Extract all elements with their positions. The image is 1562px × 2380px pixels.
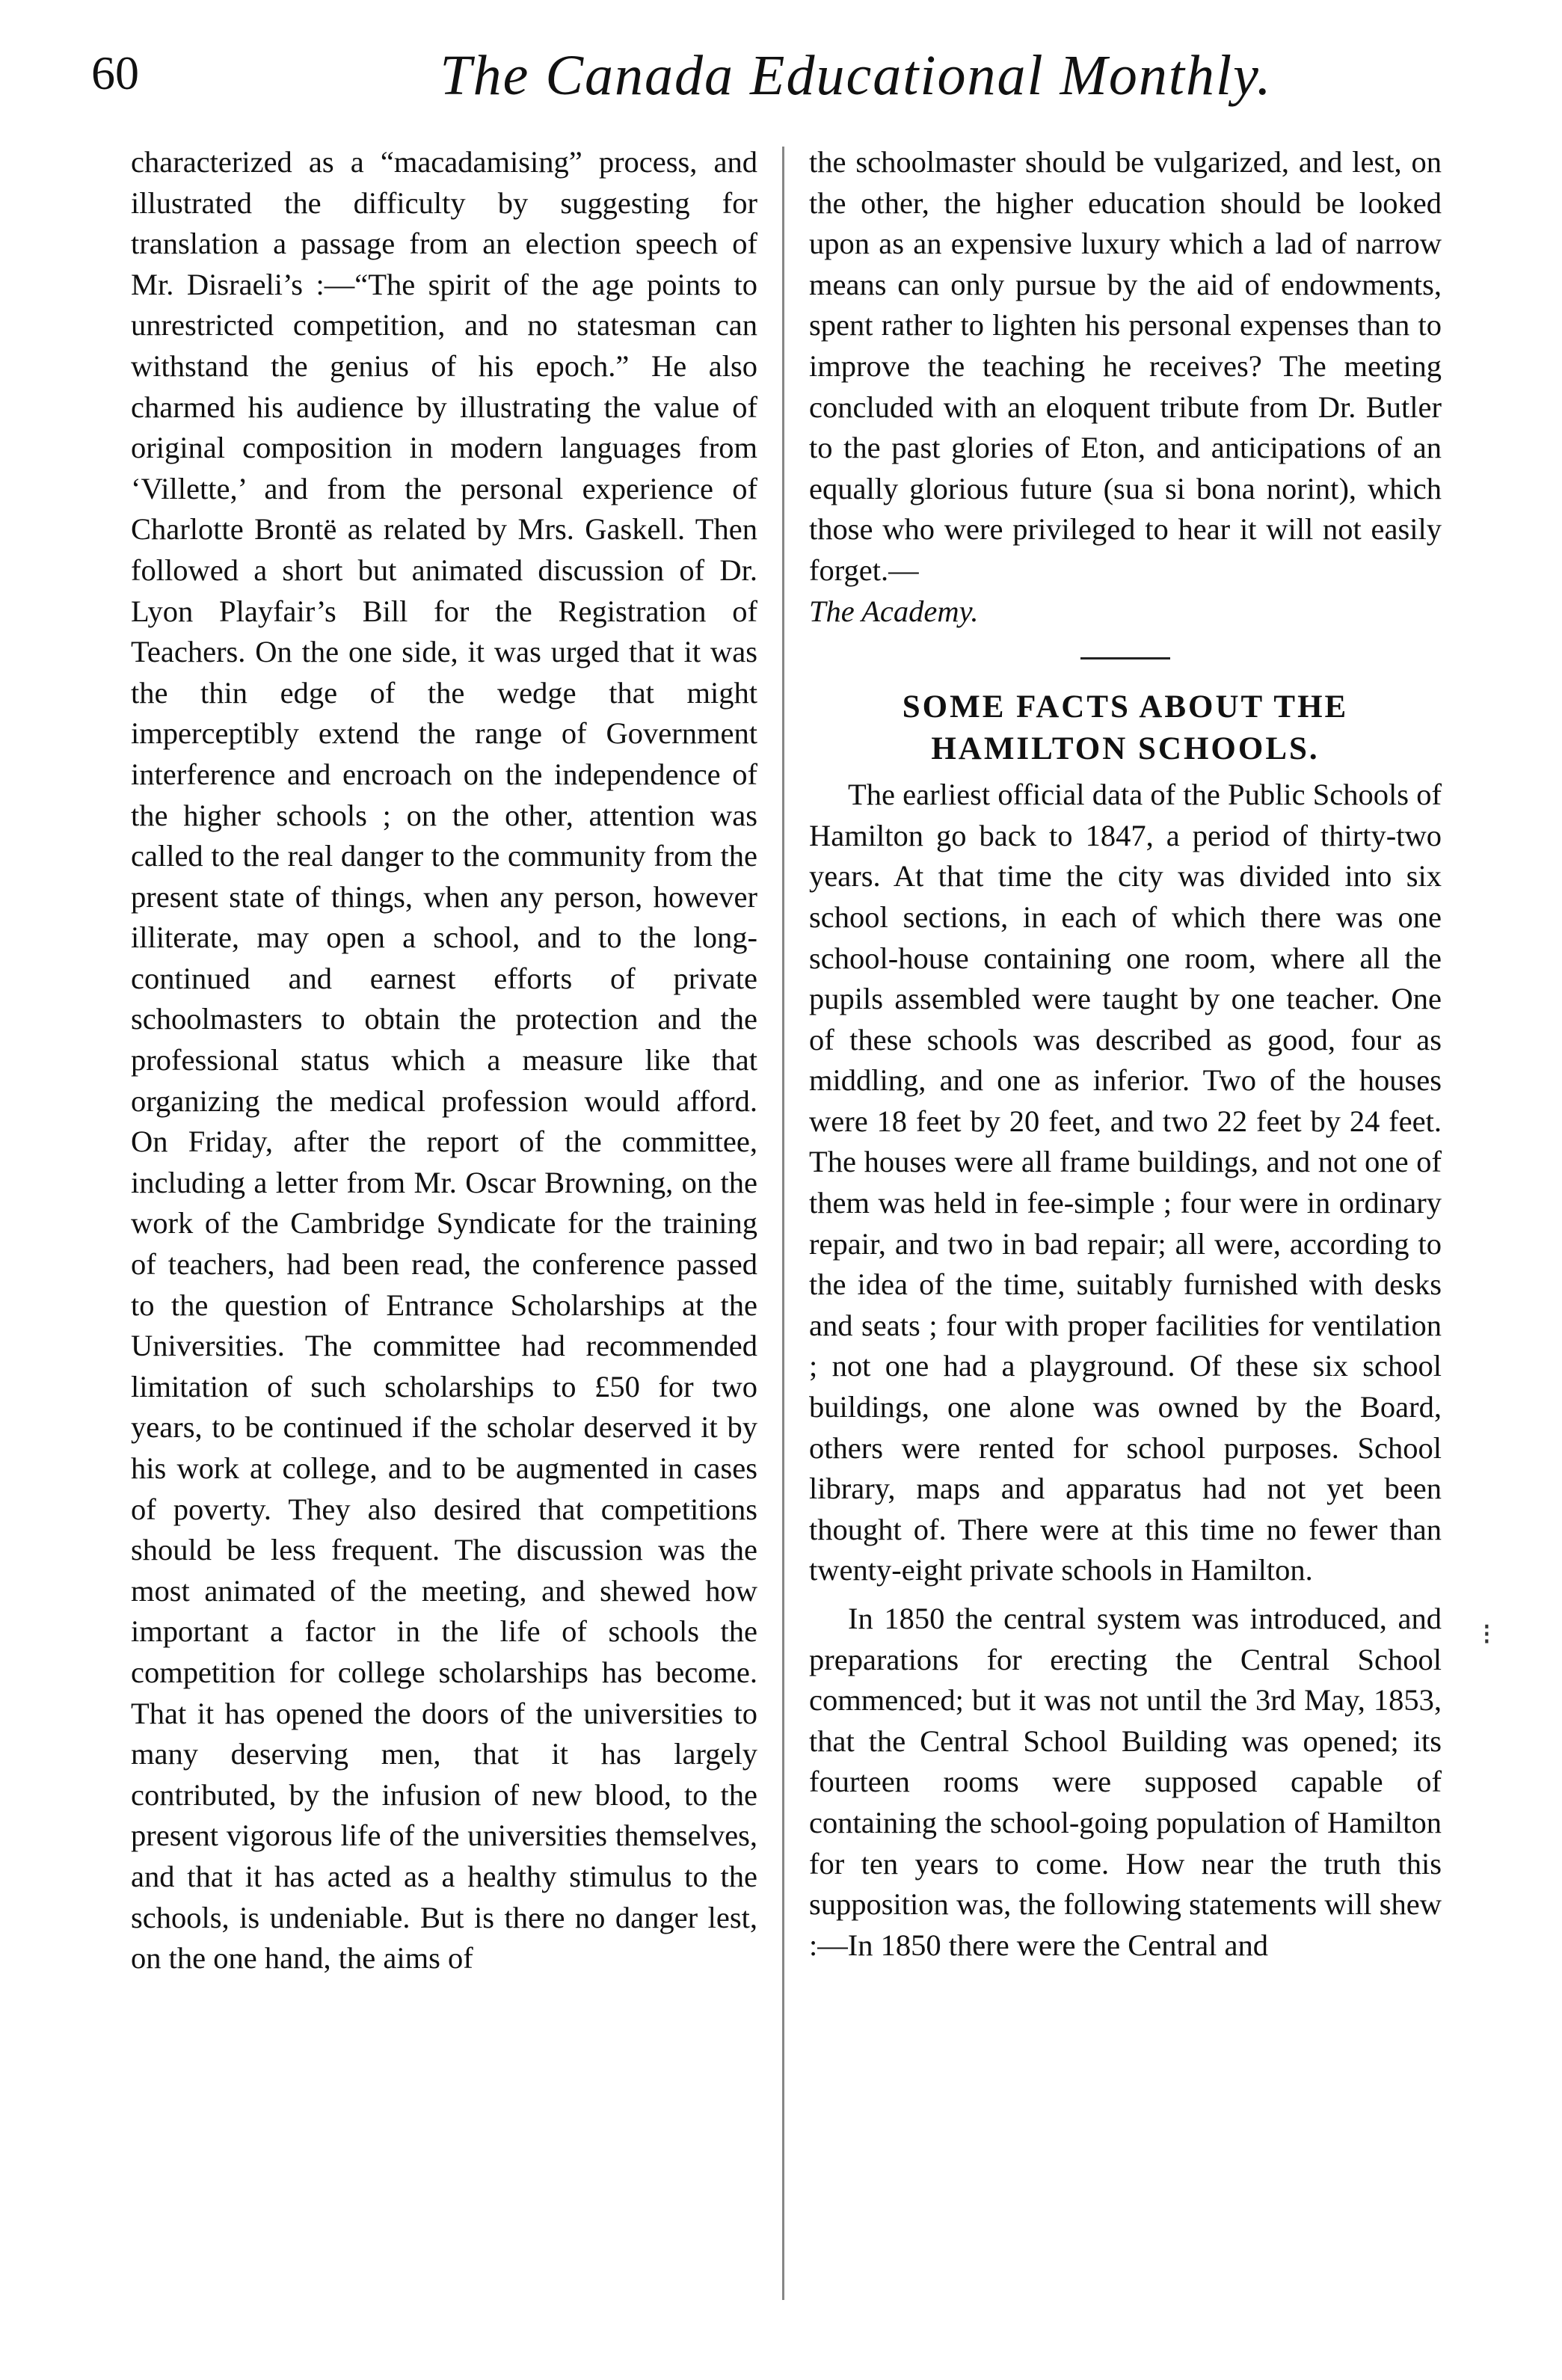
running-title: The Canada Educational Monthly. bbox=[440, 44, 1273, 107]
column-rule bbox=[782, 147, 784, 2300]
paragraph-2: In 1850 the central system was introduced, and preparations for erecting the Central School commenced; but it was not until the 3rd May, 1853, that the Central School Building was opened; its fourteen rooms were supposed capable of containing the school-going population of Hamilton for ten years to come. How near the truth this supposition was, the following statements will shew :—In 1850 there were the Central and bbox=[809, 1602, 1442, 1962]
margin-mark: ⁝ bbox=[1482, 1617, 1492, 1651]
paragraph-1: The earliest official data of the Public Schools of Hamilton go back to 1847, a period of thirty-two years. At that time the city was divided into six school sections, in each of which there was one school-house containing one room, where all the pupils assembled were taught by one teacher. One of these schools was described as good, four as middling, and one as inferior. Two of the houses were 18 feet by 20 feet, and two 22 feet by 24 feet. The houses were all frame buildings, and not one of them was held in fee-simple ; four were in ordinary repair, and two in bad repair; all were, according to the idea of the time, suitably furnished with desks and seats ; four with proper facilities for ventilation ; not one had a playground. Of these six school buildings, one alone was owned by the Board, others were rented for school purposes. School library, maps and apparatus had not yet been thought of. There were at this time no fewer than twenty-eight private schools in Hamilton. bbox=[809, 778, 1442, 1587]
section-divider bbox=[1080, 657, 1170, 659]
page-number: 60 bbox=[91, 46, 139, 99]
left-column-text: characterized as a “macadamising” process, and illustrated the difficulty by suggesting for translation a passage from an election speech of Mr. Disraeli’s :—“The spirit of the age points to unrestricted competition, and no statesman can withstand the genius of his epoch.” He also charmed his audience by illustrating the value of original composition in modern languages from ‘Villette,’ and from the personal experience of Charlotte Brontë as related by Mrs. Gaskell. Then followed a short but animated discussion of Dr. Lyon Playfair’s Bill for the Registration of Teachers. On the one side, it was urged that it was the thin edge of the wedge that might imperceptibly extend the range of Government interference and encroach on the independence of the higher schools ; on the other, attention was called to the real danger to the community from the present state of things, when any person, however illiterate, may open a school, and to the long-continued and earnest efforts of private schoolmasters to obtain the protection and the professional status which a measure like that organizing the medical profession would afford. On Friday, after the report of the committee, including a letter from Mr. Oscar Browning, on the work of the Cambridge Syndicate for the training of teachers, had been read, the conference passed to the question of Entrance Scholarships at the Universities. The committee had recommended limitation of such scholarships to £50 for two years, to be continued if the scholar deserved it by his work at college, and to be augmented in cases of poverty. They also desired that competitions should be less frequent. The discussion was the most animated of the meeting, and shewed how important a factor in the life of schools the competition for college scholarships has become. That it has opened the doors of the universities to many deserving men, that it has largely contributed, by the infusion of new blood, to the present vigorous life of the universities themselves, and that it has acted as a healthy stimulus to the schools, is undeniable. But is there no danger lest, on the one hand, the aims of bbox=[131, 145, 757, 1975]
section-heading: SOME FACTS ABOUT THE HAMILTON SCHOOLS. bbox=[902, 689, 1349, 767]
left-column bbox=[131, 142, 757, 1979]
continuation-text: the schoolmaster should be vulgarized, and lest, on the other, the higher education should be looked upon as an expensive luxury which a lad of narrow means can only pursue by the aid of endowments, spent rather to lighten his personal expenses than to improve the teaching he receives? The meeting concluded with an eloquent tribute from Dr. Butler to the past glories of Eton, and anticipations of an equally glorious future (sua si bona norint), which those who were privileged to hear it will not easily forget.— bbox=[809, 145, 1442, 587]
source-citation: The Academy. bbox=[809, 594, 979, 628]
right-column bbox=[809, 142, 1442, 1966]
